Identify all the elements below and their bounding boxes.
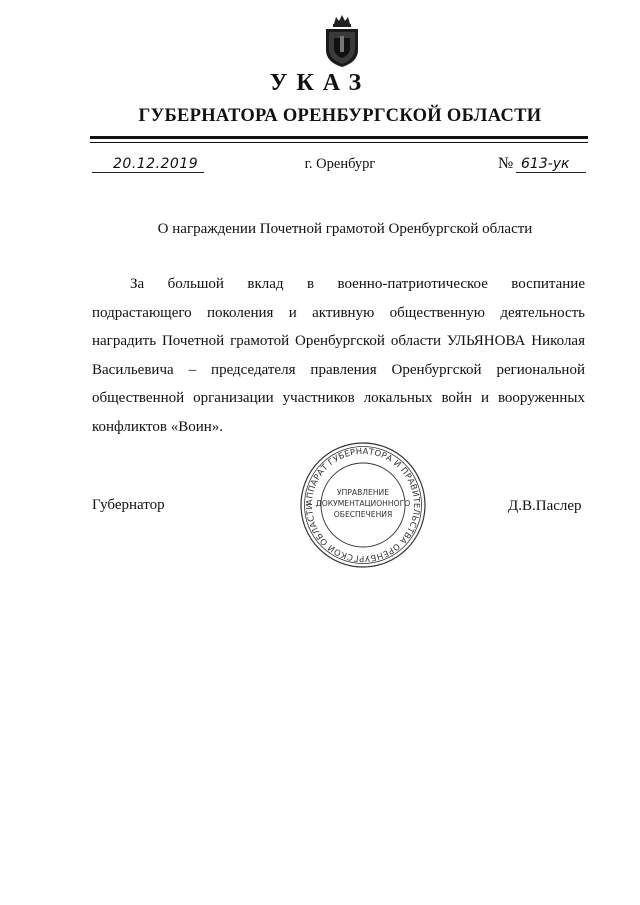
signatory-name: Д.В.Паслер [508,498,582,514]
coat-of-arms-icon [320,14,364,68]
stamp-line-3: ОБЕСПЕЧЕНИЯ [333,510,393,519]
stamp-outer-text: АППАРАТ ГУБЕРНАТОРА И ПРАВИТЕЛЬСТВА ОРЕНБУРГСКОЙ ОБЛАСТИ [303,445,423,565]
decree-subject: О награждении Почетной грамотой Оренбургской области [157,221,533,237]
decree-date: 20.12.2019 [113,156,199,172]
stamp-line-2: ДОКУМЕНТАЦИОННОГО [315,499,411,508]
number-underline [516,172,586,173]
header-rule-thin [90,142,588,143]
number-label: № [498,155,514,172]
stamp-line-1: УПРАВЛЕНИЕ [336,488,390,497]
decree-subtitle: ГУБЕРНАТОРА ОРЕНБУРГСКОЙ ОБЛАСТИ [138,106,542,126]
decree-body: За большой вклад в военно-патриотическое воспитание подрастающего поколения и активную общественную деятельность наградить Почетной грамотой Оренбургской области УЛЬЯНОВА Николая Васильевича – председателя правления Оренбургской региональной общественной организации участников локальных войн и вооруженных конфликтов «Воин». [92,276,585,435]
decree-title: УКАЗ [269,70,371,96]
decree-city: г. Оренбург [304,156,376,172]
official-stamp [298,440,428,570]
header-rule [90,136,588,139]
decree-number: 613-ук [521,156,570,172]
signatory-role: Губернатор [92,497,165,513]
